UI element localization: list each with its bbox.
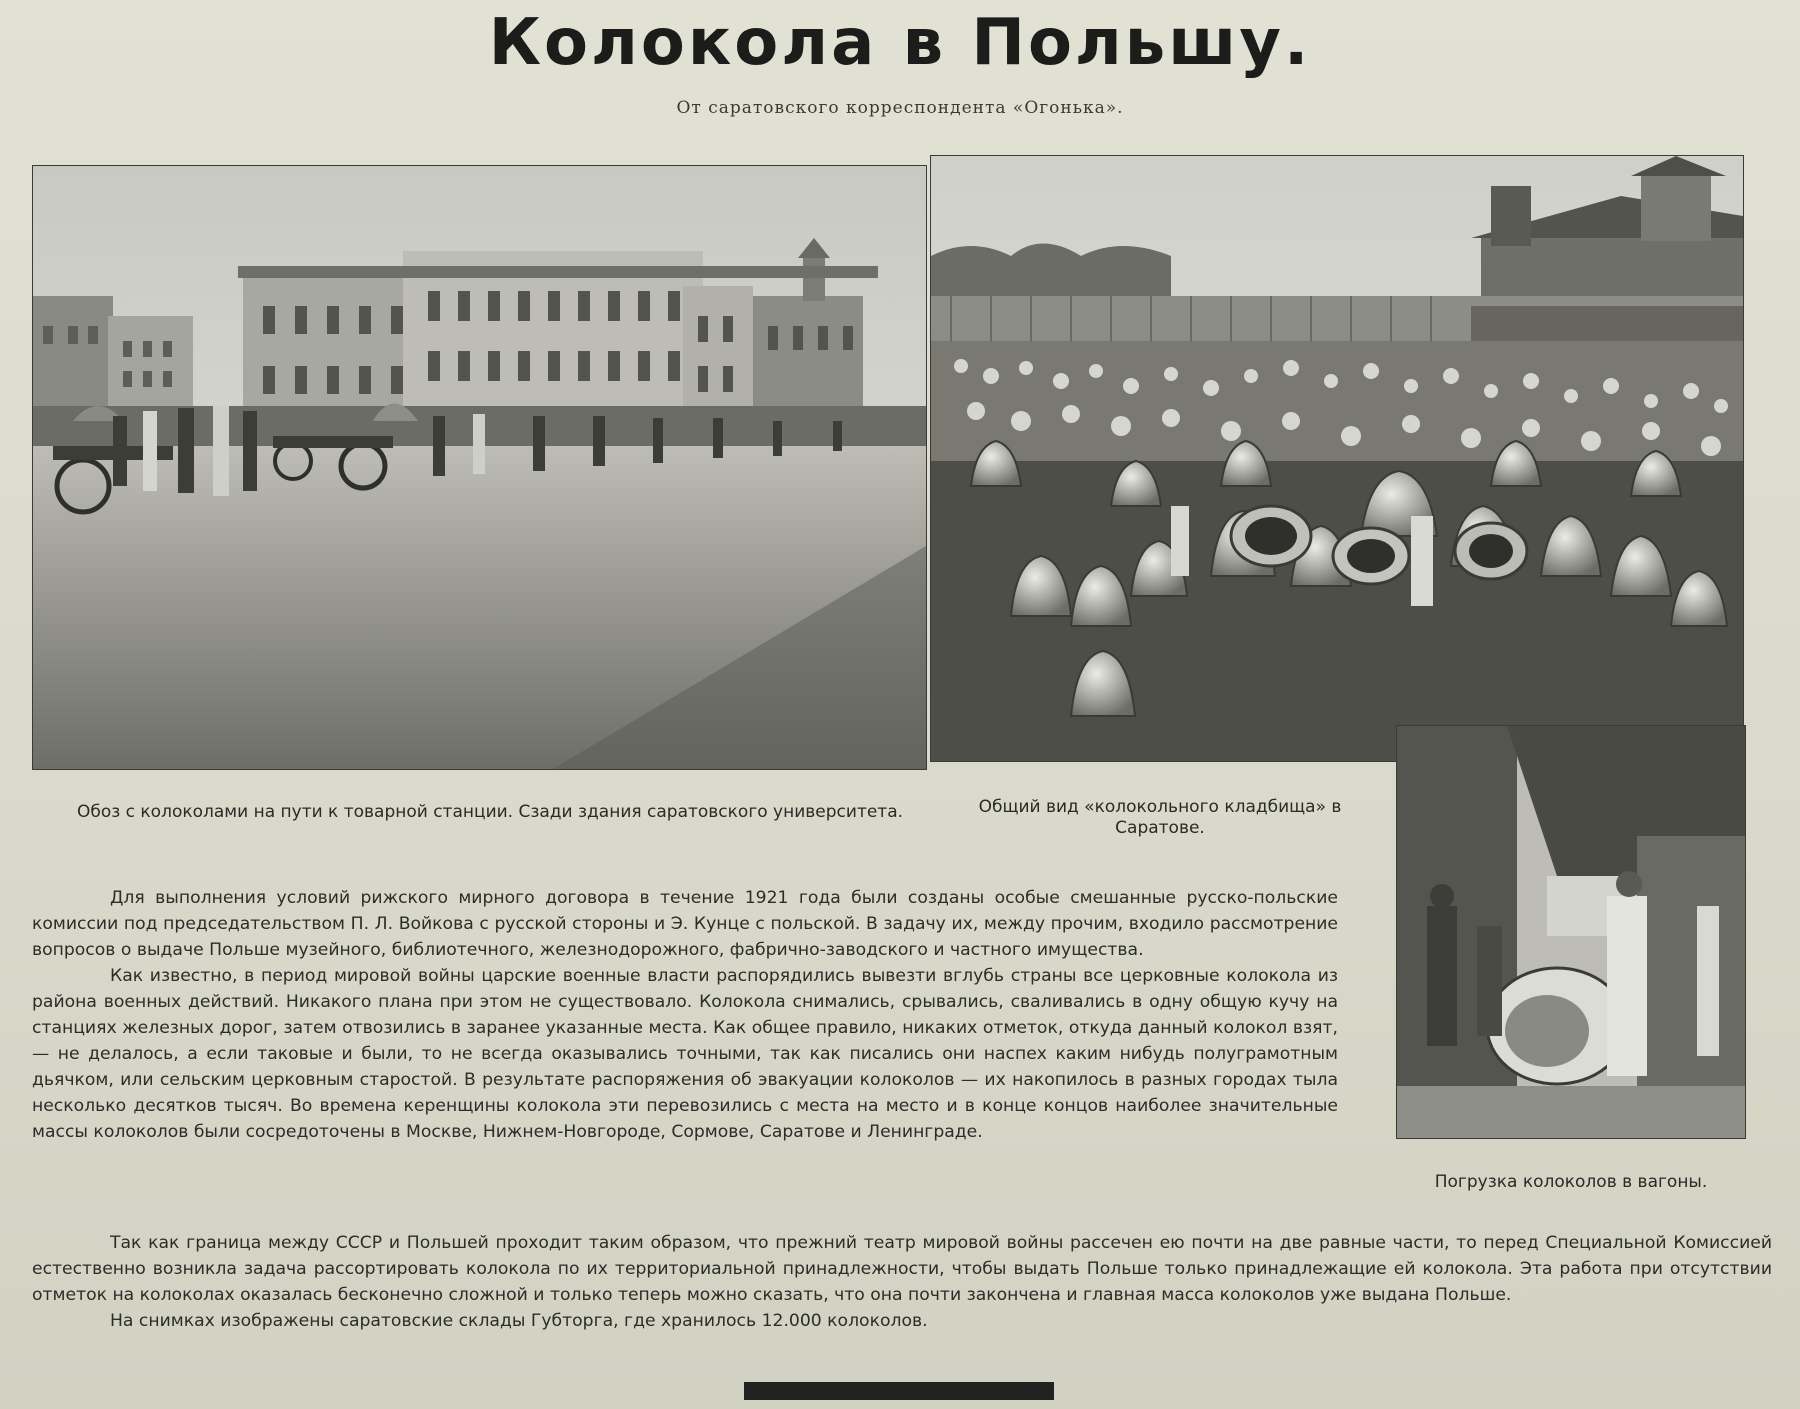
article-title: Колокола в Польшу. bbox=[488, 6, 1312, 80]
caption-right: Погрузка колоколов в вагоны. bbox=[1434, 1172, 1708, 1192]
photo-loading-wagon bbox=[1396, 725, 1746, 1139]
caption-middle: Общий вид «колокольного кладбища» в Саратове. bbox=[978, 797, 1342, 838]
photo-bell-yard bbox=[930, 155, 1744, 762]
article-body-column bbox=[32, 885, 1338, 1145]
caption-left: Обоз с колоколами на пути к товарной станции. Сзади здания саратовского университета. bbox=[76, 802, 904, 822]
paragraph-4: На снимках изображены саратовские склады Губторга, где хранилось 12.000 колоколов. bbox=[110, 1311, 928, 1331]
article-subtitle: От саратовского корреспондента «Огонька». bbox=[676, 98, 1124, 118]
paragraph-2: Как известно, в период мировой войны царские военные власти распорядились вывезти вглубь страны все церковные колокола из района военных действий. Никакого плана при этом не существовало. Колокола снимались, срывались, сваливались в одну общую кучу на станциях железных дорог, затем отвозились в заранее указанные места. Как общее правило, никаких отметок, откуда данный колокол взят, — не делалось, а если таковые и были, то не всегда оказывались точными, так как писались они наспех каким нибудь полуграмотным дьячком, или сельским церковным старостой. В результате распоряжения об эвакуации колоколов — их накопилось в разных городах тыла несколько десятков тысяч. Во времена керенщины колокола эти перевозились с места на место и в конце концов наиболее значительные массы колоколов были сосредоточены в Москве, Нижнем-Новгороде, Сормове, Саратове и Ленинграде. bbox=[32, 966, 1338, 1142]
bottom-rule bbox=[744, 1382, 1054, 1400]
paragraph-1: Для выполнения условий рижского мирного договора в течение 1921 года были созданы особые смешанные русско-польские комиссии под председательством П. Л. Войкова с русской стороны и Э. Кунце с польской. В задачу их, между прочим, входило рассмотрение вопросов о выдаче Польше музейного, библиотечного, железнодорожного, фабрично-заводского и частного имущества. bbox=[32, 888, 1338, 960]
photo-street-convoy bbox=[32, 165, 927, 770]
paragraph-3: Так как граница между СССР и Польшей проходит таким образом, что прежний театр мировой войны рассечен ею почти на две равные части, то перед Специальной Комиссией естественно возникла задача рассортировать колокола по их территориальной принадлежности, чтобы выдать Польше только принадлежащие ей колокола. Эта работа при отсутствии отметок на колоколах оказалась бесконечно сложной и только теперь можно сказать, что она почти закончена и главная масса колоколов уже выдана Польше. bbox=[32, 1233, 1772, 1305]
article-body-full bbox=[32, 1230, 1772, 1334]
